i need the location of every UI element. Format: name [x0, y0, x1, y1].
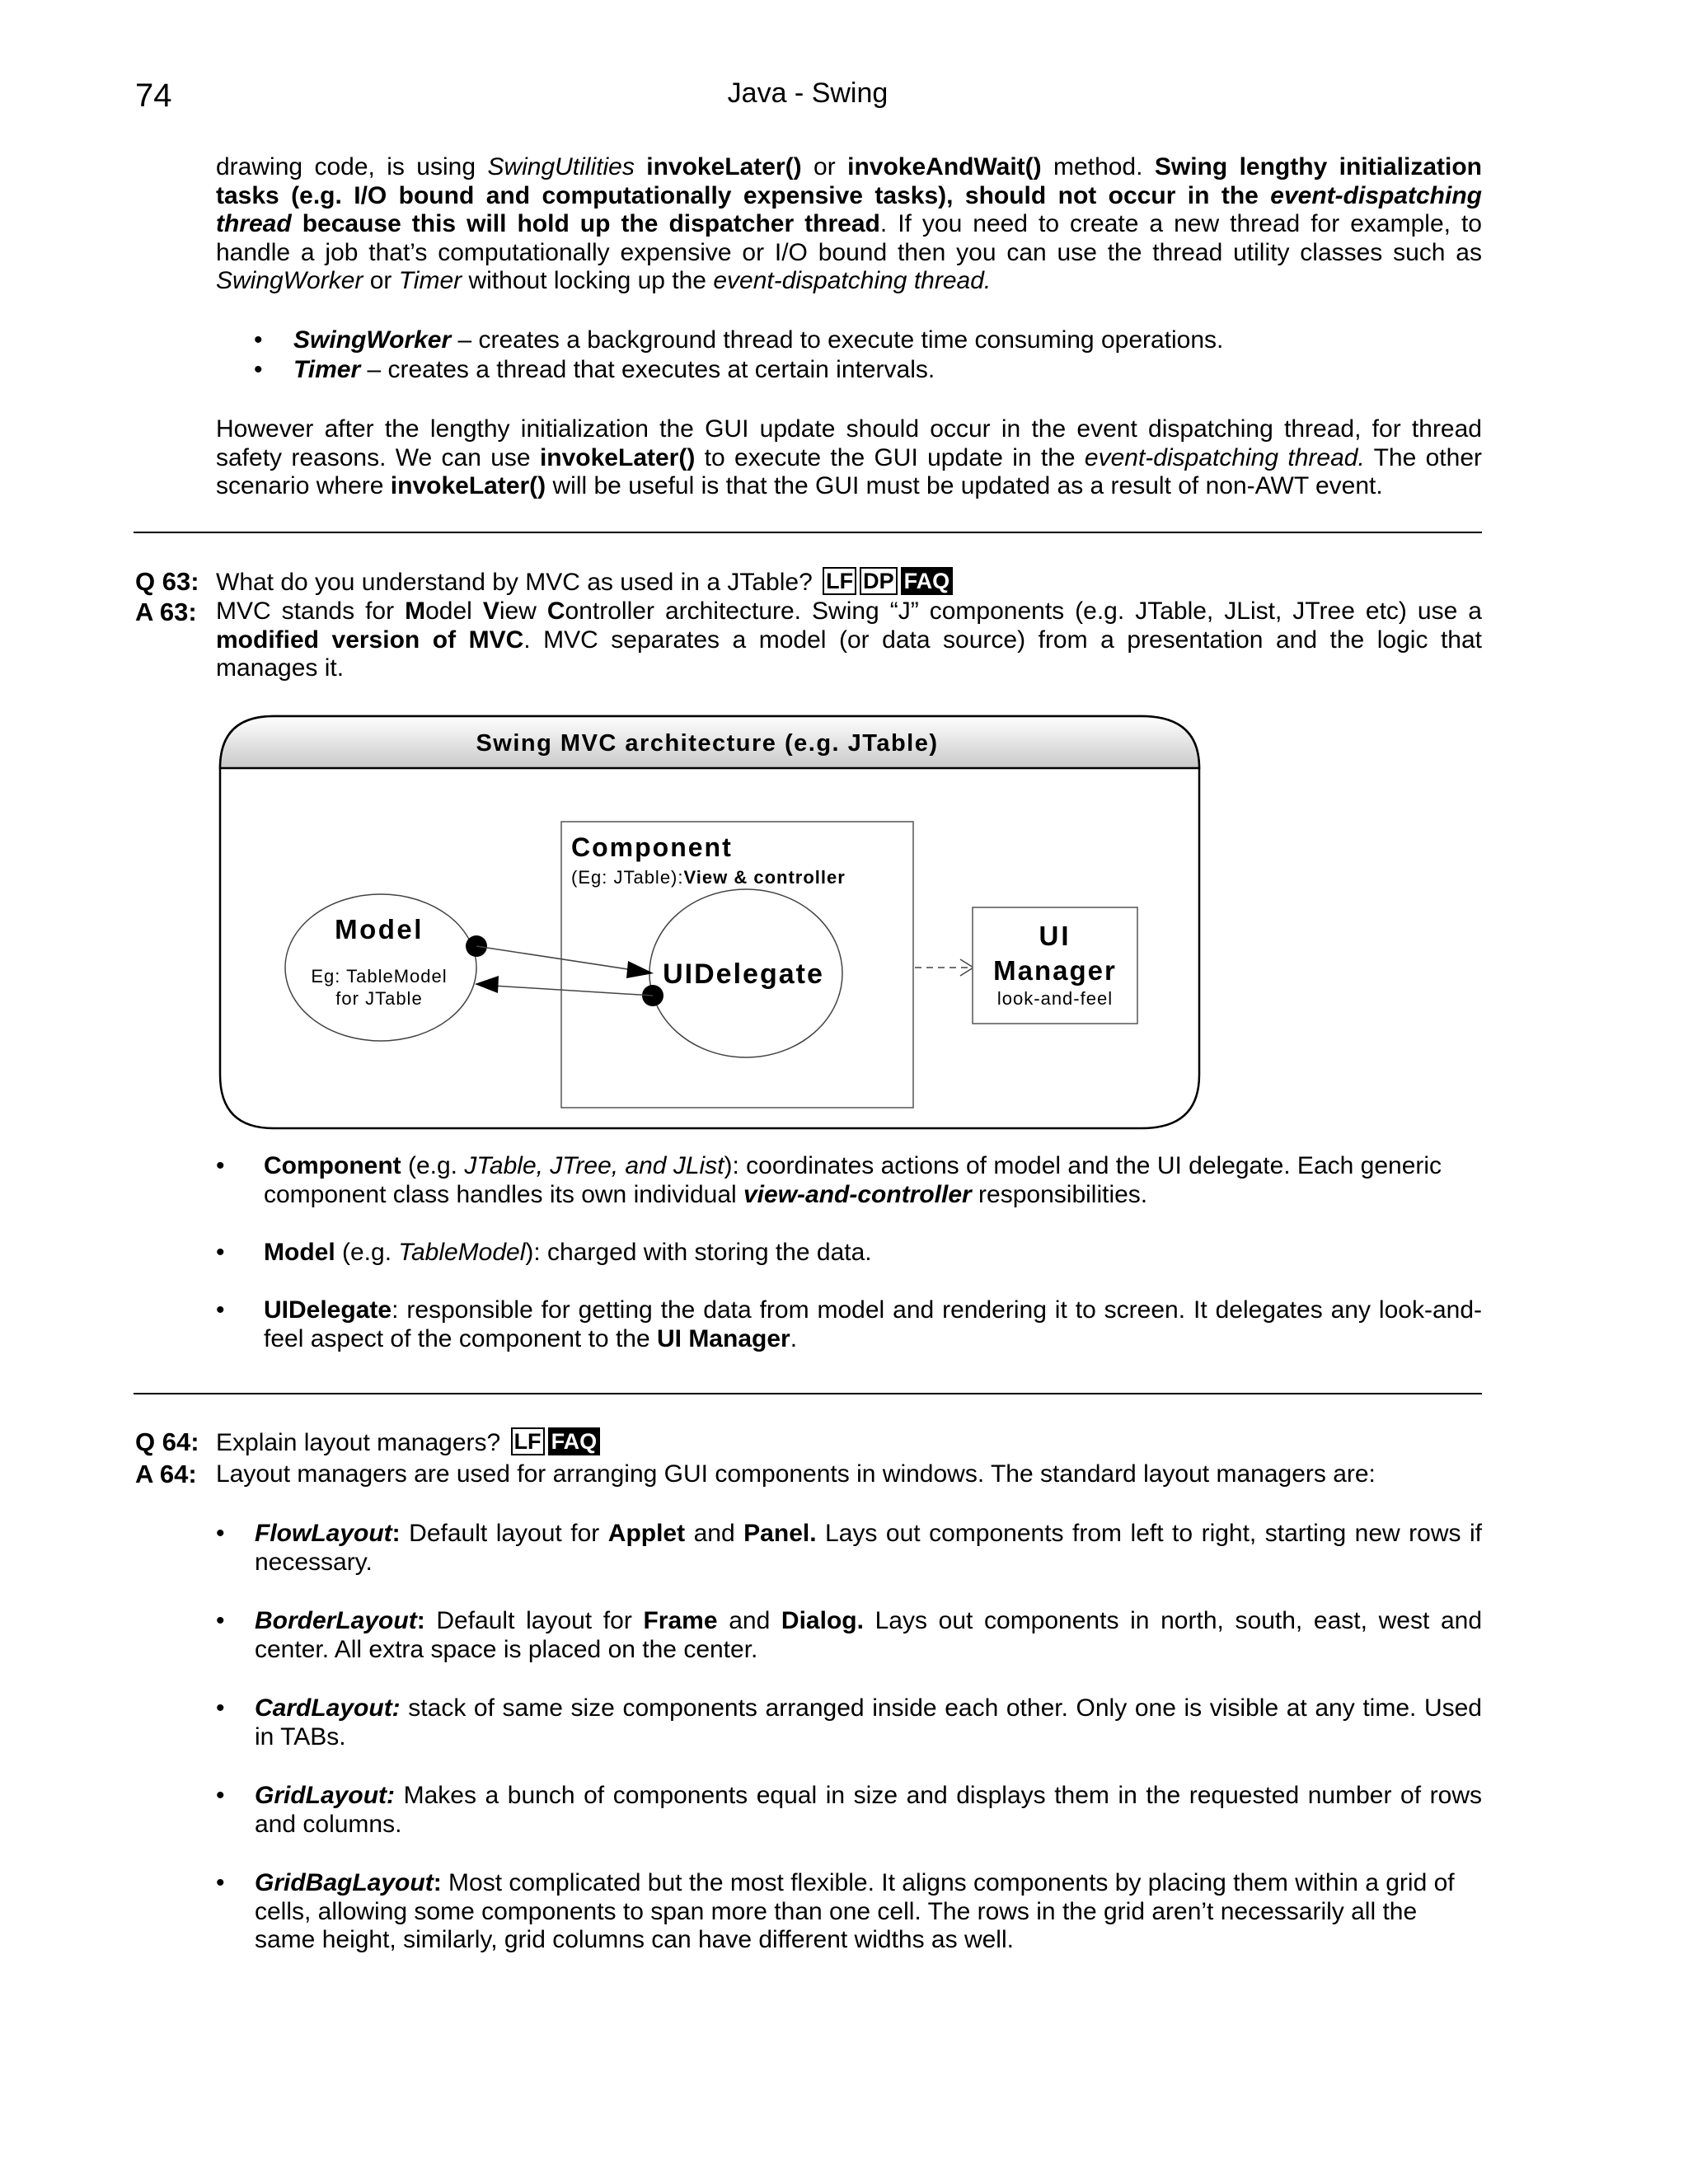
text-run: Lays out components from left to right, starting new rows if necessary. — [255, 1520, 1483, 1576]
text-run: event-dispatching thread. — [1084, 443, 1365, 471]
model-subtitle-2: for JTable — [335, 988, 423, 1009]
text-run: modified version of MVC — [216, 626, 524, 654]
text-run: view-and-controller — [743, 1180, 972, 1208]
text-run: : — [433, 1869, 449, 1896]
text-run: . If you need to create a new thread for example, to handle a job that’s computationally expensive or I/O bound then you can use the thread utility classes such as — [216, 210, 1482, 266]
section-divider — [134, 532, 1482, 533]
text-run: and — [685, 1520, 744, 1547]
text-run: stack of same size components arranged inside each other. Only one is visible at any time. Used in TABs. — [255, 1694, 1482, 1750]
text-run: ontroller architecture. Swing “J” components (e.g. JTable, JList, JTree etc) use a — [565, 598, 1482, 625]
a64-bullet-borderlayout — [255, 1607, 1482, 1664]
page-number: 74 — [135, 77, 172, 114]
tag-faq: FAQ — [901, 567, 954, 595]
text-run: ): coordinates actions of model and the UI delegate. Each generic component class handles its own individual — [264, 1152, 1442, 1208]
bullet-dot: • — [216, 1520, 225, 1547]
bullet-dot: • — [254, 356, 263, 383]
text-run: invokeLater() — [539, 443, 696, 471]
text-run: because this will hold up the dispatcher thread — [291, 210, 880, 237]
running-title: Java - Swing — [727, 77, 889, 109]
q63-question — [216, 567, 953, 598]
a63-label: A 63: — [135, 598, 197, 626]
text-run: Dialog. — [781, 1607, 864, 1634]
text-run: CardLayout: — [255, 1694, 401, 1722]
text-run: (e.g. — [335, 1239, 399, 1266]
text-run: FlowLayout — [255, 1520, 392, 1547]
text-run: will be useful is that the GUI must be updated as a result of non-AWT event. — [546, 472, 1383, 499]
component-title: Component — [571, 832, 733, 862]
text-run — [635, 153, 646, 180]
text-run: : — [416, 1607, 437, 1634]
component-subtitle — [571, 867, 846, 888]
bullet-dot: • — [216, 1869, 225, 1896]
text-run: Most complicated but the most flexible. It aligns components by placing them within a grid of cells, allowing some components to span more than one cell. The rows in the grid aren’t necessarily all the same height, similarly, grid columns can have different widths as well. — [255, 1869, 1455, 1953]
bullet-dot: • — [216, 1694, 225, 1722]
a63-answer — [216, 598, 1482, 683]
text-run: invokeAndWait() — [847, 153, 1042, 180]
a64-bullet-gridlayout — [255, 1782, 1482, 1839]
text-run: or — [801, 153, 848, 180]
text-run: to execute the GUI update in the — [695, 443, 1085, 471]
text-run: invokeLater() — [646, 153, 802, 180]
text-run: Timer — [398, 267, 462, 294]
q63-question-text: What do you understand by MVC as used in a JTable? — [216, 569, 813, 596]
a64-bullet-cardlayout — [255, 1694, 1482, 1751]
text-run: Component — [264, 1152, 401, 1179]
text-run: GridBagLayout — [255, 1869, 434, 1896]
a63-bullet-component — [264, 1152, 1484, 1209]
q64-question-text: Explain layout managers? — [216, 1429, 501, 1456]
text-run: odel — [425, 598, 483, 625]
text-run: JTable, JTree, and JList — [464, 1152, 724, 1179]
tag-dp: DP — [860, 567, 898, 595]
ui-manager-title-2: Manager — [993, 955, 1117, 986]
q64-question — [216, 1427, 600, 1458]
text-run: GridLayout: — [255, 1782, 395, 1809]
intro-bullet-swingworker — [293, 326, 1480, 355]
bullet-dot: • — [216, 1239, 225, 1266]
text-run: Lays out components in north, south, east, west and center. All extra space is placed on the center. — [255, 1607, 1483, 1663]
text-run: Default layout for — [436, 1607, 644, 1634]
text-run: Timer — [293, 356, 361, 383]
text-run: without locking up the — [462, 267, 714, 294]
text-run: . MVC separates a model (or data source) from a presentation and the logic that manages it. — [216, 626, 1483, 682]
a63-bullet-model — [264, 1239, 1484, 1268]
a64-bullet-gridbaglayout — [255, 1869, 1475, 1955]
tag-lf: LF — [823, 567, 856, 595]
tag-lf: LF — [511, 1427, 545, 1455]
diagram-title: Swing MVC architecture (e.g. JTable) — [476, 730, 939, 757]
text-run: Swing lengthy initialization tasks (e.g. I/O bound and computationally expensive tasks), should not occur in the — [216, 153, 1482, 209]
section-divider — [134, 1393, 1482, 1394]
tag-faq: FAQ — [548, 1427, 601, 1455]
intro-paragraph-2 — [216, 415, 1482, 501]
text-run: invokeLater() — [390, 472, 546, 499]
bullet-dot: • — [216, 1607, 225, 1634]
a64-answer: Layout managers are used for arranging GUI components in windows. The standard layout managers are: — [216, 1460, 1376, 1488]
ui-manager-subtitle: look-and-feel — [996, 988, 1114, 1009]
component-subtitle-bold: View & controller — [683, 867, 846, 888]
intro-paragraph — [216, 153, 1482, 296]
text-run: : responsible for getting the data from model and rendering it to screen. It delegates any look-and-feel aspect of the component to the — [264, 1296, 1482, 1352]
text-run: and — [717, 1607, 781, 1634]
text-run: BorderLayout — [255, 1607, 417, 1634]
bullet-dot: • — [216, 1782, 225, 1809]
text-run: M — [405, 598, 426, 625]
text-run: SwingWorker — [293, 326, 452, 354]
text-run: drawing code, is using — [216, 153, 488, 180]
text-run: C — [546, 598, 565, 625]
text-run: ): charged with storing the data. — [525, 1239, 872, 1266]
intro-bullet-timer — [293, 356, 1480, 385]
text-run: UI Manager — [656, 1324, 790, 1352]
text-run: Default layout for — [409, 1520, 608, 1547]
text-run: iew — [499, 598, 547, 625]
a64-label: A 64: — [135, 1460, 197, 1488]
model-subtitle-1: Eg: TableModel — [311, 966, 448, 987]
text-run: SwingUtilities — [487, 153, 635, 180]
q63-label: Q 63: — [135, 567, 199, 596]
bullet-dot: • — [216, 1296, 225, 1324]
text-run: Makes a bunch of components equal in size and displays them in the requested number of rows and columns. — [255, 1782, 1482, 1838]
ui-manager-title-1: UI — [1039, 921, 1071, 951]
a63-bullet-uidelegate — [264, 1296, 1482, 1353]
a64-bullet-flowlayout — [255, 1520, 1482, 1577]
text-run: responsibilities. — [971, 1180, 1148, 1208]
text-run: UIDelegate — [264, 1296, 392, 1324]
mvc-diagram — [214, 714, 1203, 1134]
text-run: Applet — [607, 1520, 686, 1547]
text-run: MVC stands for — [216, 598, 406, 625]
text-run: TableModel — [398, 1239, 526, 1266]
component-subtitle-prefix: (Eg: JTable): — [571, 867, 684, 888]
bullet-dot: • — [216, 1152, 225, 1179]
text-run: or — [363, 267, 399, 294]
text-run: – creates a background thread to execute time consuming operations. — [451, 326, 1224, 354]
text-run: . — [790, 1324, 798, 1352]
text-run: Panel. — [743, 1520, 817, 1547]
text-run: The other scenario where — [216, 443, 1483, 499]
text-run: – creates a thread that executes at certain intervals. — [360, 356, 935, 383]
text-run: (e.g. — [401, 1152, 465, 1179]
text-run: method. — [1041, 153, 1155, 180]
text-run: Frame — [643, 1607, 718, 1634]
bullet-dot: • — [254, 326, 263, 354]
text-run: event-dispatching thread. — [713, 267, 992, 294]
uidelegate-label: UIDelegate — [663, 958, 824, 990]
q64-label: Q 64: — [135, 1427, 199, 1456]
text-run: Model — [264, 1239, 335, 1266]
text-run: However after the lengthy initialization the GUI update should occur in the event dispatching thread, for thread safety reasons. We can use — [216, 415, 1482, 471]
text-run: V — [482, 598, 499, 625]
model-title: Model — [335, 914, 424, 944]
text-run: event-dispatching thread — [216, 181, 1482, 237]
text-run: SwingWorker — [216, 267, 363, 294]
text-run: : — [392, 1520, 410, 1547]
